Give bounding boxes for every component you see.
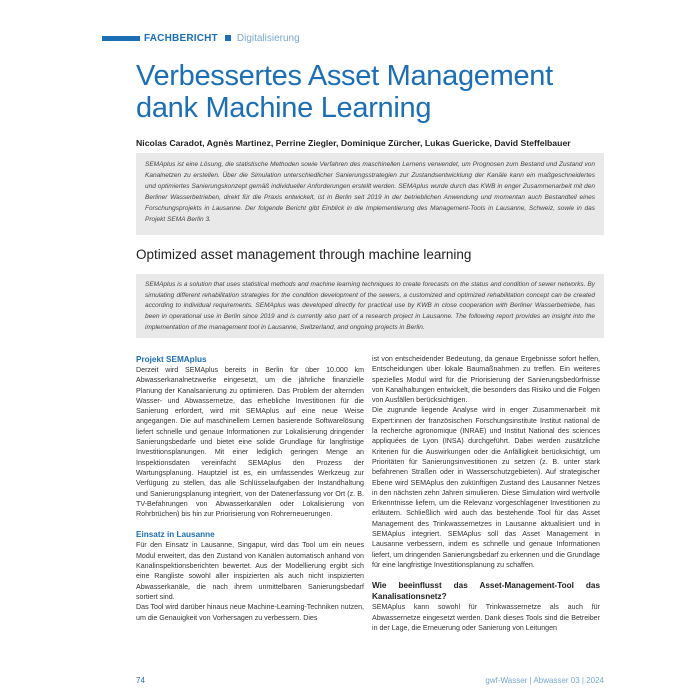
- right-column: [372, 354, 600, 633]
- header-accent-bar: [102, 36, 140, 41]
- body-paragraph: Derzeit wird SEMAplus bereits in Berlin für über 10.000 km Abwasserkanalnetzwerke eingesetzt, um die jährliche finanzielle Planung der Kanalsanierung zu optimieren. Das Problem der alternden Wasser- und Abwassernetze, das erhebliche Investitionen für die Sanierung erfordert, wird mit SEMAplus auf eine neue Weise angegangen. Die auf maschinellem Lernen basierende Softwarelösung liefert schnelle und genaue Informationen zur Lokalisierung dringender Sanierungsbedarfe und bietet eine solide Grundlage für langfristige Investitionsplanungen. Mit einer lediglich geringen Menge an Inspektionsdaten vereinfacht SEMAplus den Prozess der Wartungsplanung. Hauptziel ist es, ein umfassendes Werkzeug zur Verfügung zu stellen, das alle Schlüsselaufgaben der Instandhaltung und Sanierungsplanung integriert, von der Datenerfassung vor Ort (z. B. TV-Befahrungen von Abwasserkanälen oder Lokalisierung von Rohrbrüchen) bis hin zur Priorisierung von Rohrerneuerungen.: [136, 366, 364, 519]
- heading-projekt-semaplus: Projekt SEMAplus: [136, 355, 207, 364]
- paragraph-gap: [372, 570, 600, 580]
- abstract-english: SEMAplus is a solution that uses statistical methods and machine learning techniques to create forecasts on the status and condition of sewer networks. By simulating different rehabilitation strategies for the condition development of the sewers, a customized and optimized rehabilitation concept can be created according to individual requirements. SEMAplus was developed directly for practical use by KWB in close cooperation with Berliner Wasserbetriebe, has been in operational use in Berlin since 2019 and is currently also part of a research project in Lausanne. The following report provides an insight into the implementation of the management tool in Lausanne, Switzerland, and ongoing projects in Berlin.: [136, 274, 604, 338]
- body-paragraph: Die zugrunde liegende Analyse wird in enger Zusammenarbeit mit Expert:innen der französischen Forschungsinstitute Institut national de la recherche agronomique (INRAE) und Institut National des sciences appliquées de Lyon (INSA) durchgeführt. Dabei werden zusätzliche Kriterien für die Auswirkungen oder die Anfälligkeit berücksichtigt, um Prioritäten für Sanierungsinvestitionen zu setzen (z. B. unter stark befahrenen Straßen oder in Wasserschutzgebieten). Auf strategischer Ebene wird SEMAplus den zukünftigen Zustand des Lausanner Netzes in den nächsten zehn Jahren simulieren. Diese Simulation wird wertvolle Erkenntnisse liefern, um die Relevanz vorgeschlagener Investitionen zu erläutern. Schließlich wird auch das bestehende Tool für das Asset Management des Trinkwassernetzes in Lausanne aktualisiert und in SEMAplus integriert. SEMAplus soll das Asset Management in Lausanne verbessern, indem es schnelle und genaue Informationen liefert, um dringenden Sanierungsbedarf zu erkennen und die Grundlage für eine langfristige Investitionsplanung zu schaffen.: [372, 406, 600, 569]
- heading-asset-management-question: Wie beeinflusst das Asset-Management-Tool das Kanalisationsnetz?: [372, 581, 600, 602]
- author-list: Nicolas Caradot, Agnès Martinez, Perrine Ziegler, Dominique Zürcher, Lukas Guericke, David Steffelbauer: [136, 138, 571, 148]
- header-square-icon: [225, 35, 231, 41]
- page-footer: [136, 676, 604, 685]
- heading-einsatz-lausanne: Einsatz in Lausanne: [136, 530, 215, 540]
- left-column: [136, 354, 364, 623]
- section-label: FACHBERICHT: [144, 32, 218, 44]
- subsection-label: Digitalisierung: [236, 32, 300, 44]
- page-number: 74: [136, 676, 145, 685]
- publication-info: gwf-Wasser | Abwasser 03 | 2024: [485, 676, 604, 685]
- body-paragraph: ist von entscheidender Bedeutung, da genaue Ergebnisse sofort helfen, Entscheidungen über lokale Baumaßnahmen zu treffen. Ein weiteres spezielles Modul wird für die Priorisierung der Sanierungsbedürfnisse von Kanalhaltungen entwickelt, die besonders das Risiko und die Folgen von Ausfällen berücksichtigen.: [372, 355, 600, 405]
- body-paragraph: Das Tool wird darüber hinaus neue Machine-Learning-Techniken nutzen, um die Genauigkeit von Vorhersagen zu verbessern. Dies: [136, 603, 364, 622]
- title-line-2: dank Machine Learning: [136, 92, 432, 124]
- section-header: [102, 31, 300, 45]
- english-title: Optimized asset management through machine learning: [136, 247, 472, 262]
- abstract-german: SEMAplus ist eine Lösung, die statistische Methoden sowie Verfahren des maschinellen Lernens verwendet, um Prognosen zum Bestand und Zustand von Kanalnetzen zu erstellen. Über die Simulation unterschiedlicher Sanierungsstrategien zur Zustandsentwicklung der Kanäle kann ein maßgeschneidertes und optimiertes Sanierungskonzept gemäß individueller Anforderungen erstellt werden. SEMAplus wurde durch das KWB in enger Zusammenarbeit mit den Berliner Wasserbetrieben, direkt für die Praxis entwickelt, ist in Berlin seit 2019 in der betrieblichen Anwendung und momentan auch Bestandteil eines Forschungsprojekts in Lausanne. Der folgende Bericht gibt Einblick in die Implementierung des Management-Tools in Lausanne, Schweiz, sowie in das Projekt SEMA Berlin 3.: [136, 153, 604, 235]
- title-line-1: Verbessertes Asset Management: [136, 60, 553, 92]
- body-paragraph: Für den Einsatz in Lausanne, Singapur, wird das Tool um ein neues Modul erweitert, das den Zustand von Kanälen automatisch anhand von Kanalinspektionsberichten bewertet. Aus der Modellierung ergibt sich eine Rangliste sowohl aller inspizierten als auch nicht inspizierten Abwasserkanäle, die nach ihrem unmittelbaren Sanierungsbedarf sortiert sind.: [136, 541, 364, 601]
- paragraph-gap: [136, 519, 364, 529]
- article-title: [136, 60, 596, 124]
- body-paragraph: SEMAplus kann sowohl für Trinkwassernetze als auch für Abwassernetze eingesetzt werden. Dank dieses Tools sind die Betreiber in der Lage, die Erneuerung oder Sanierung von Leitungen: [372, 603, 600, 632]
